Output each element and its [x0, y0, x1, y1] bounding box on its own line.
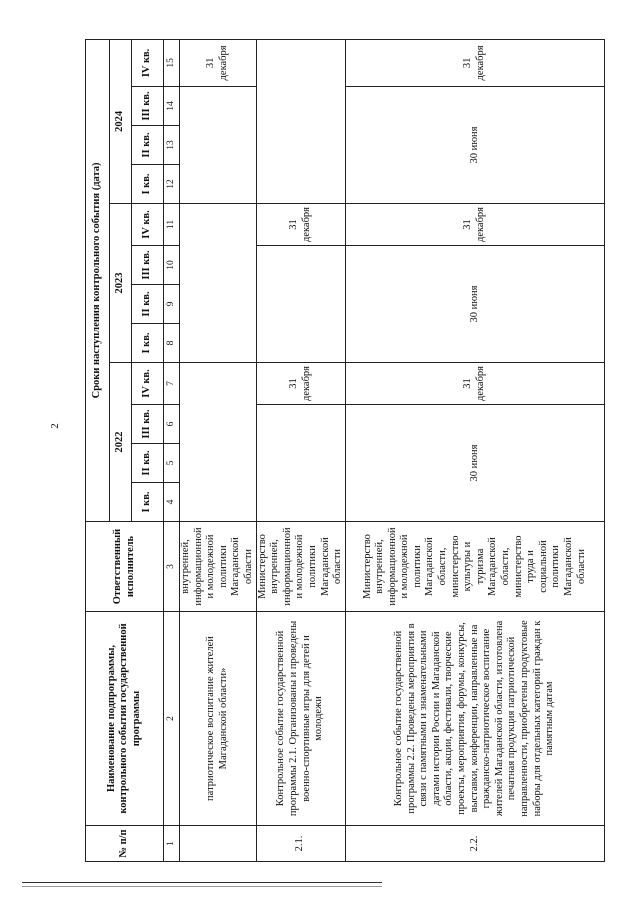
date-2024-h1 [256, 39, 345, 203]
table-row [180, 39, 257, 861]
row-executor: Министерство внутренней, информационной и молодежной политики Магаданской области [256, 522, 345, 612]
header-executor: Ответственный исполнитель [86, 522, 164, 612]
row-name: патриотическое воспитание жителей Магаданской области» [180, 612, 257, 826]
row-number [180, 826, 257, 862]
header-quarter: II кв. [132, 126, 164, 165]
date-2024-q4: 31 декабря [345, 39, 604, 86]
header-quarter: IV кв. [132, 363, 164, 405]
col-number: 15 [164, 39, 180, 86]
date-2022-h1: 30 июня [345, 405, 604, 522]
header-quarter: II кв. [132, 444, 164, 483]
header-quarter: I кв. [132, 483, 164, 522]
table-row [345, 39, 604, 861]
column-number-row [164, 39, 180, 861]
header-year-2023: 2023 [110, 204, 132, 363]
row-number: 2.2. [345, 826, 604, 862]
date-2023-h1 [180, 204, 257, 363]
date-2024-h1: 30 июня [345, 87, 604, 204]
col-number: 6 [164, 405, 180, 444]
header-quarter: I кв. [132, 165, 164, 204]
date-2024-q4: 31 декабря [180, 39, 257, 86]
header-quarter: III кв. [132, 405, 164, 444]
header-quarter: II кв. [132, 285, 164, 324]
col-number: 11 [164, 204, 180, 246]
col-number: 13 [164, 126, 180, 165]
date-2023-h1 [256, 246, 345, 363]
header-dates: Сроки наступления контрольного события (дата) [86, 39, 110, 521]
row-name: Контрольное событие государственной программы 2.2. Проведены мероприятия в связи с памятными и знаменательными датами истории России и Магаданской области, акции, фестивали, творческие проекты, мероприятия, форумы, конкурсы, выставки, конференции, направленные на гражданско-патриотическое воспитание жителей Магаданской области, изготовлена печатная продукция патриотической направленности, приобретены продуктовые наборы для отдельных категорий граждан к памятным датам [345, 612, 604, 826]
header-year-2024: 2024 [110, 39, 132, 203]
date-2022-h1 [180, 363, 257, 522]
rotated-table-wrapper [85, 40, 605, 862]
col-number: 8 [164, 324, 180, 363]
date-2022-h1 [256, 405, 345, 522]
col-number: 4 [164, 483, 180, 522]
date-2023-h1: 30 июня [345, 246, 604, 363]
col-number: 7 [164, 363, 180, 405]
header-quarter: IV кв. [132, 39, 164, 86]
header-num: № п/п [86, 826, 164, 862]
footer-rule [22, 882, 382, 883]
row-executor: Министерство внутренней, информационной и молодежной политики Магаданской области, министерство культуры и туризма Магаданской области, министерство труда и социальной политики Магаданской области [345, 522, 604, 612]
header-quarter: III кв. [132, 87, 164, 126]
control-events-table [85, 39, 605, 862]
header-quarter: IV кв. [132, 204, 164, 246]
row-name: Контрольное событие государственной программы 2.1. Организованы и проведены военно-спортивные игры для детей и молодежи [256, 612, 345, 826]
header-quarter: III кв. [132, 246, 164, 285]
col-number: 2 [164, 612, 180, 826]
col-number: 10 [164, 246, 180, 285]
row-number: 2.1. [256, 826, 345, 862]
table-row [256, 39, 345, 861]
header-year-2022: 2022 [110, 363, 132, 522]
header-name: Наименование подпрограммы, контрольного события государственной программы [86, 612, 164, 826]
col-number: 9 [164, 285, 180, 324]
footer-rule-faint [22, 886, 382, 887]
col-number: 5 [164, 444, 180, 483]
date-2022-q4: 31 декабря [256, 363, 345, 405]
date-2023-q4: 31 декабря [345, 204, 604, 246]
date-2024-h1 [180, 87, 257, 204]
col-number: 1 [164, 826, 180, 862]
page-number: 2 [48, 423, 61, 429]
date-2023-q4: 31 декабря [256, 204, 345, 246]
col-number: 12 [164, 165, 180, 204]
header-quarter: I кв. [132, 324, 164, 363]
row-executor: внутренней, информационной и молодежной политики Магаданской области [180, 522, 257, 612]
col-number: 14 [164, 87, 180, 126]
date-2022-q4: 31 декабря [345, 363, 604, 405]
col-number: 3 [164, 522, 180, 612]
